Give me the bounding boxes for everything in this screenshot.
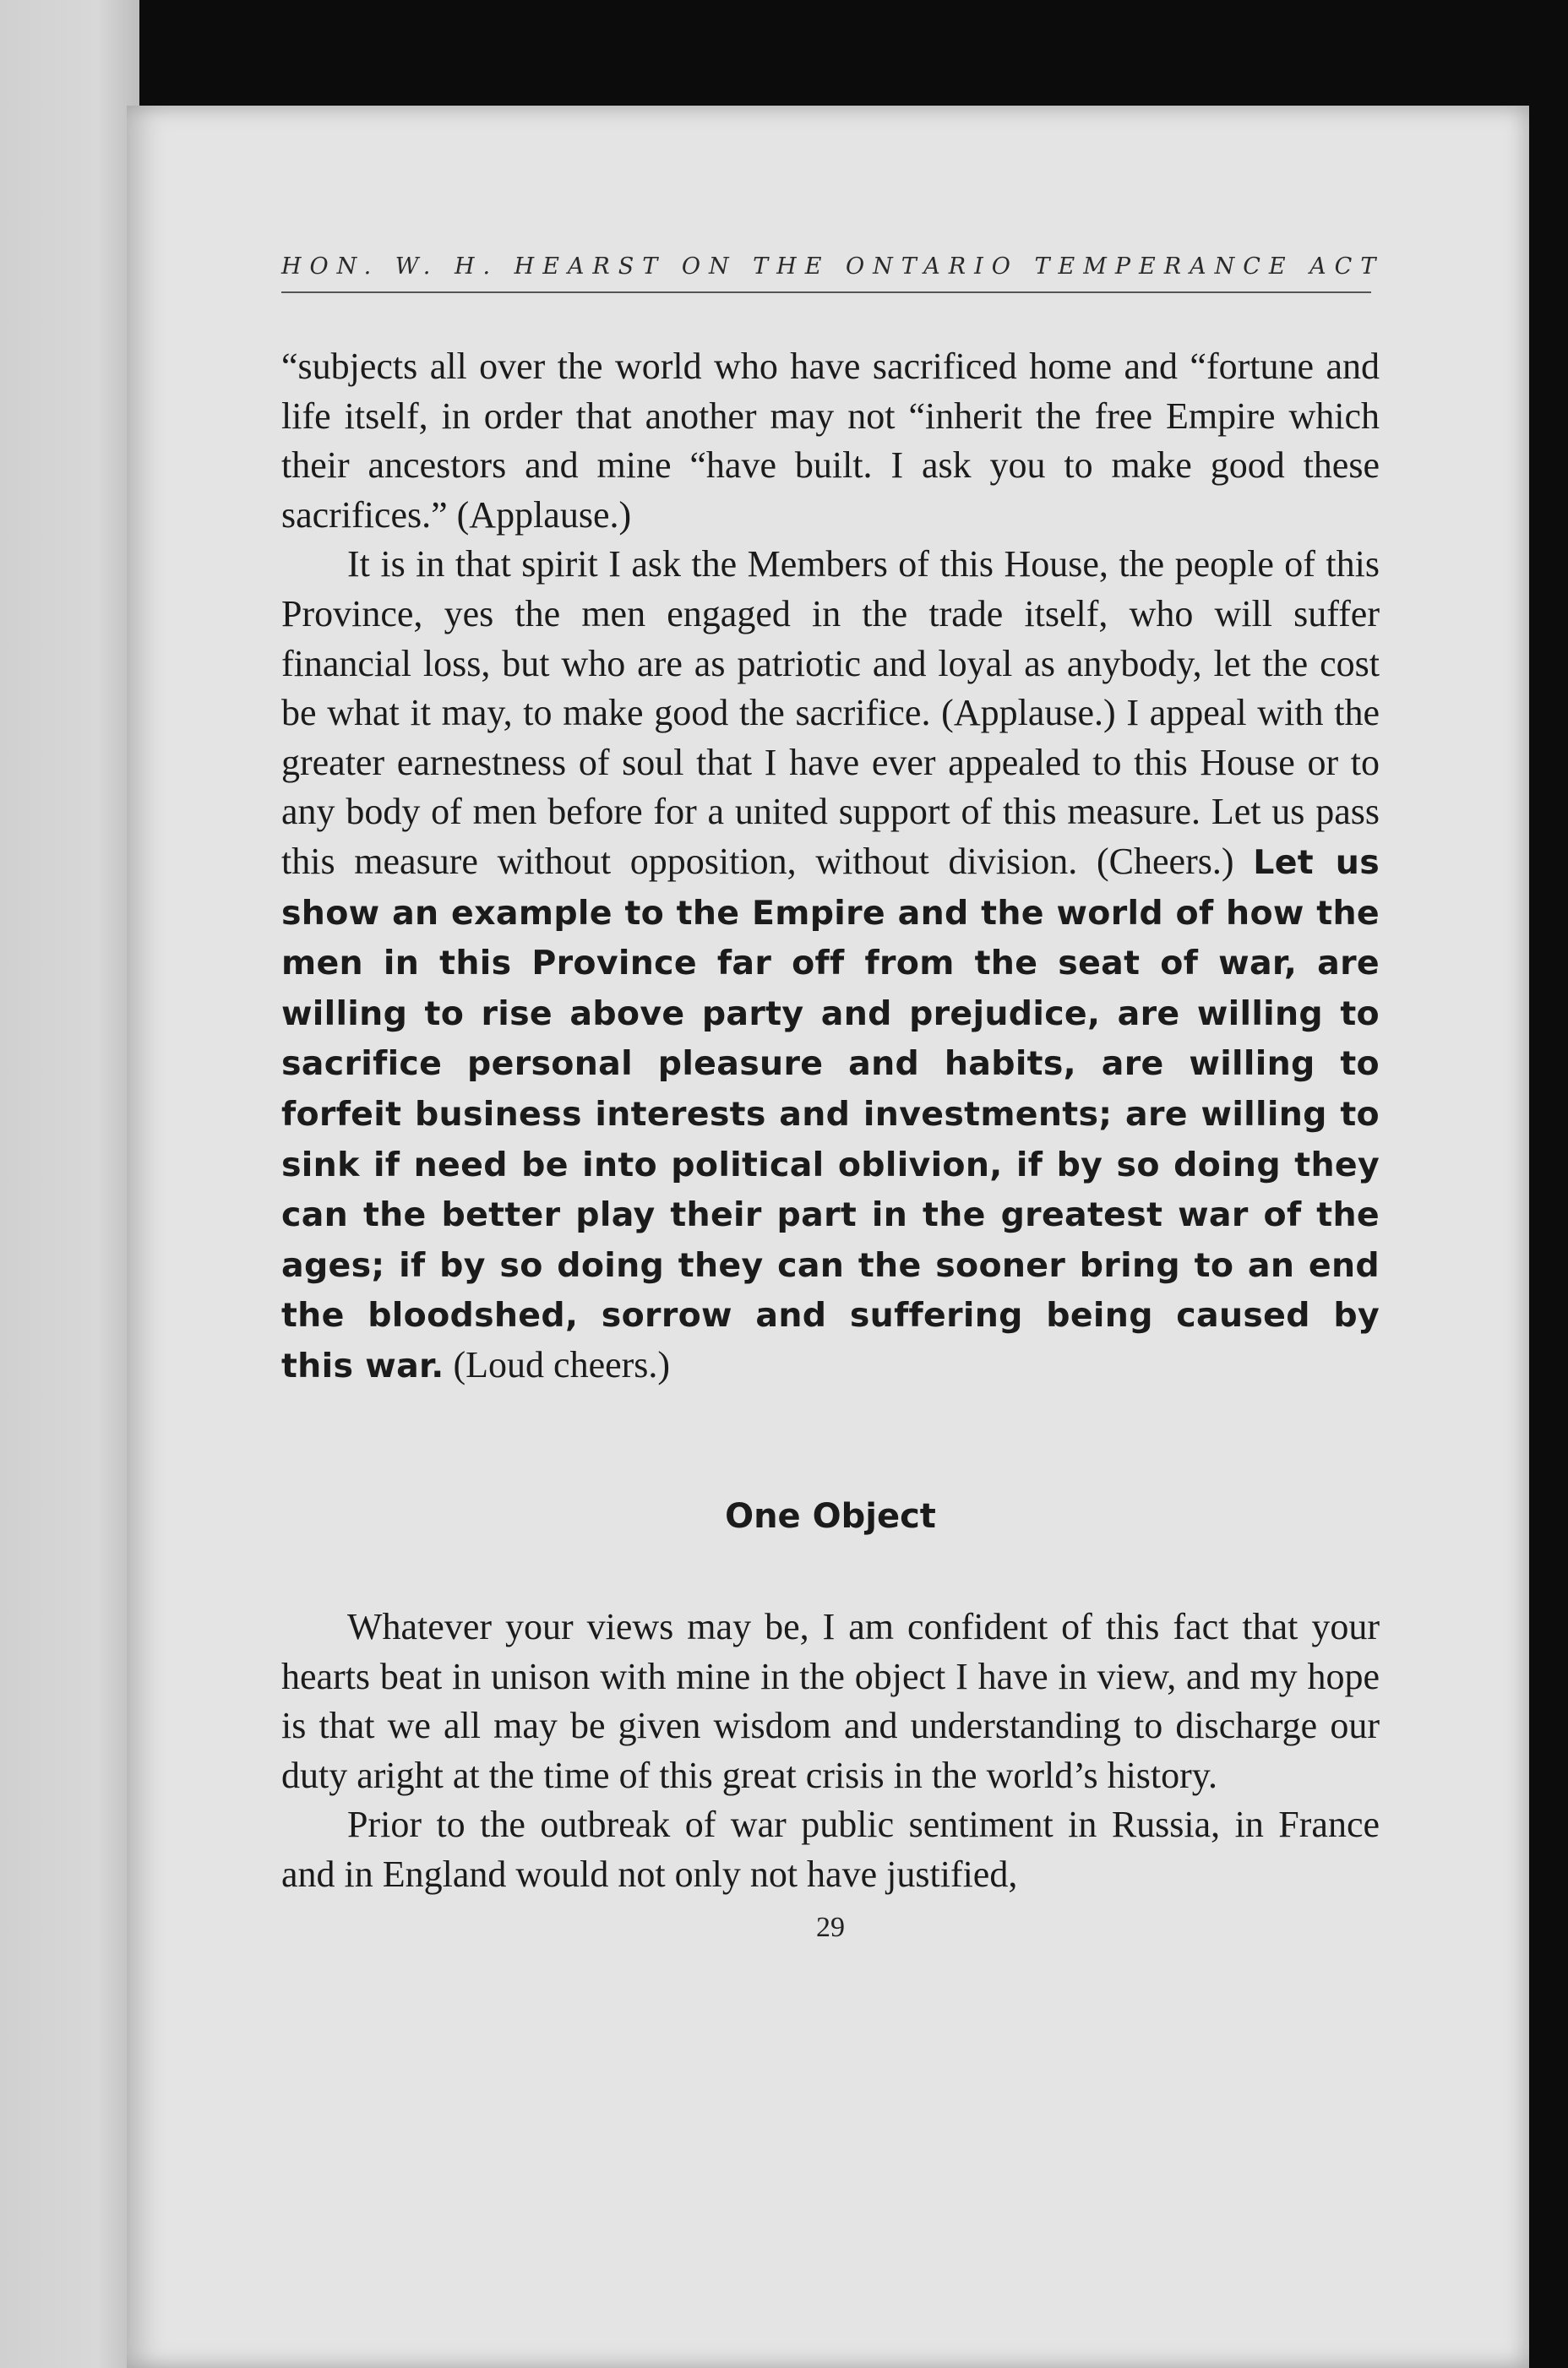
paragraph-appeal (281, 540, 1380, 1391)
section-heading: One Object (725, 1497, 936, 1537)
paragraph-appeal-plain: It is in that spirit I ask the Members of this House, the people of this Province, yes the men engaged in the trade itself, who will suffer financial loss, but who are as patriotic and loyal as anybody, let the cost be what it may, to make good the sacrifice. (Applause.) I appeal with the greater earnestness of soul that I have ever appealed to this House or to any body of men before for a united support of this measure. Let us pass this measure without opposition, without division. (Cheers.) (281, 543, 1380, 882)
page-number: 29 (816, 1911, 845, 1943)
paragraph-views: Whatever your views may be, I am confident of this fact that your hearts beat in unison with mine in the object I have in view, and my hope is that we all may be given wisdom and understanding to discharge our duty aright at the time of this great crisis in the world’s history. (281, 1606, 1380, 1796)
page-content (281, 253, 1385, 1944)
scan-border-right (1529, 0, 1568, 2368)
paragraph-appeal-closing: (Loud cheers.) (453, 1343, 671, 1385)
paragraph-quote: “subjects all over the world who have sacrificed home and “fortune and life itself, in order that another may not “inherit the free Empire which their ancestors and mine “have built. I ask you to make good these sacrifices.” (Applause.) (281, 346, 1380, 536)
scan-border-top (0, 0, 1568, 106)
running-head: HON. W. H. HEARST ON THE ONTARIO TEMPERANCE ACT (281, 253, 1371, 293)
paragraph-appeal-bold: Let us show an example to the Empire and the world of how the men in this Province far off from the seat of war, are willing to rise above party and prejudice, are willing to sacrifice personal pleasure and habits, are willing to forfeit business interests and investments; are willing to sink if need be into political oblivion, if by so doing they can the better play their part in the greatest war of the ages; if by so doing they can the sooner bring to an end the bloodshed, sorrow and suffering being caused by this war. (281, 842, 1380, 1385)
body-text (281, 342, 1380, 1900)
paragraph-prior: Prior to the outbreak of war public sentiment in Russia, in France and in England would not only not have justified, (281, 1804, 1380, 1896)
facing-page-edge (0, 0, 139, 2368)
